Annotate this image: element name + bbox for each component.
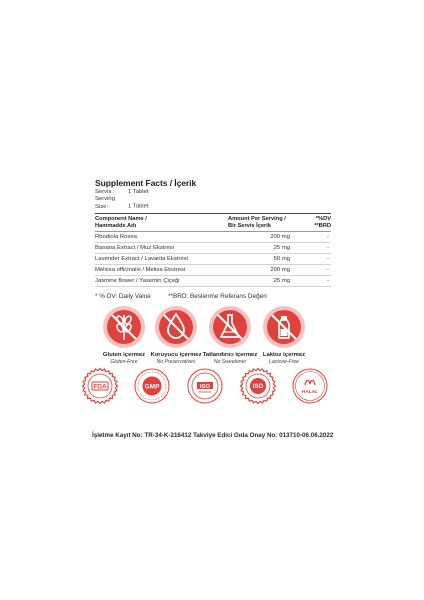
table-row xyxy=(95,243,331,254)
serving-tr-value: 1 Tablet xyxy=(128,189,149,195)
ingredient-name: Melissa officinalis / Melisa Ekstresi xyxy=(95,266,186,273)
free-from-icons xyxy=(0,305,424,365)
free-from-item xyxy=(94,305,154,365)
serving-en-label: Serving Size: xyxy=(95,196,115,210)
col-component-tr: Hammadde Adı xyxy=(95,223,137,229)
ingredient-name: Jasmine flower / Yasemin Çiçeği xyxy=(95,277,180,284)
col-component-en: Component Name / xyxy=(95,216,147,223)
free-from-item xyxy=(146,305,206,365)
ingredient-dv: - xyxy=(327,277,329,284)
serving-tr-label: Servis : xyxy=(95,189,115,195)
ingredient-amount: 25 mg xyxy=(273,244,290,251)
drop-crossed-icon xyxy=(154,305,198,349)
free-from-item xyxy=(254,305,314,365)
gmp-seal-icon xyxy=(132,366,172,411)
ingredient-name: Lavender Extract / Lavanta Ekstresi xyxy=(95,255,188,262)
ingredient-name: Banana Extract / Muz Ekstresi xyxy=(95,244,174,251)
table-row xyxy=(95,254,331,265)
free-from-label: Gluten içermez xyxy=(102,352,146,358)
bottle-crossed-icon xyxy=(262,305,306,349)
col-amount-en: Amount Per Serving / xyxy=(228,216,286,223)
fda-seal-icon xyxy=(80,366,120,411)
table-header xyxy=(95,214,331,230)
registration-info: İşletme Kayıt No: TR-34-K-216412 Takviye Edici Gıda Onay No: 013710-06.06.2022 xyxy=(92,432,334,439)
free-from-label: Laktoz içermez xyxy=(262,352,306,358)
ingredient-amount: 25 mg xyxy=(273,277,290,284)
svg-text:ISO: ISO xyxy=(200,383,210,390)
ingredient-dv: - xyxy=(327,244,329,251)
ingredient-amount: 200 mg xyxy=(270,266,290,273)
svg-text:ISO: ISO xyxy=(252,384,264,391)
svg-text:GMP: GMP xyxy=(144,383,160,391)
ingredient-dv: - xyxy=(327,233,329,240)
free-from-label: Koruyucu içermez xyxy=(150,352,202,358)
serving-en xyxy=(95,196,331,211)
ingredient-dv: - xyxy=(327,255,329,262)
serving-tr xyxy=(95,189,331,196)
col-amount-tr: Bir Servis İçerik xyxy=(228,223,272,229)
note-brd: **BRD: Beslenme Referans Değeri xyxy=(168,292,267,300)
free-from-label-en: Gluten-Free xyxy=(110,359,138,365)
col-brd: **BRD xyxy=(314,223,331,229)
free-from-item xyxy=(200,305,260,365)
flask-crossed-icon xyxy=(208,305,252,349)
ingredient-amount: 50 mg xyxy=(273,255,290,262)
serving-en-value: 1 Tablet xyxy=(128,203,149,210)
certification-badges xyxy=(0,366,424,406)
supplement-facts-panel xyxy=(95,178,331,300)
ingredient-list xyxy=(95,232,331,287)
ingredient-dv: - xyxy=(327,266,329,273)
table-row xyxy=(95,276,331,287)
wheat-crossed-icon xyxy=(102,305,146,349)
col-dv: *%DV xyxy=(315,216,331,223)
note-dv: * % DV: Daily Value xyxy=(95,292,151,300)
table-row xyxy=(95,265,331,276)
free-from-label: Tatlandırıcı içermez xyxy=(202,352,258,358)
table-row xyxy=(95,232,331,243)
ingredient-name: Rhodiola Rosea xyxy=(95,233,137,240)
free-from-label-en: No Sweetener xyxy=(213,359,247,365)
svg-text:HALAL: HALAL xyxy=(301,390,319,395)
halal-seal-icon xyxy=(290,366,330,411)
ingredient-amount: 200 mg xyxy=(270,233,290,240)
free-from-label-en: Lactose-Free xyxy=(268,359,299,365)
svg-text:FDA: FDA xyxy=(93,383,107,391)
free-from-label-en: No Preservatives xyxy=(156,359,196,365)
iso-seal-icon xyxy=(238,366,278,411)
footnotes xyxy=(95,287,331,300)
iso-certified-badge-icon xyxy=(185,366,225,411)
facts-title: Supplement Facts / İçerik xyxy=(95,178,197,188)
